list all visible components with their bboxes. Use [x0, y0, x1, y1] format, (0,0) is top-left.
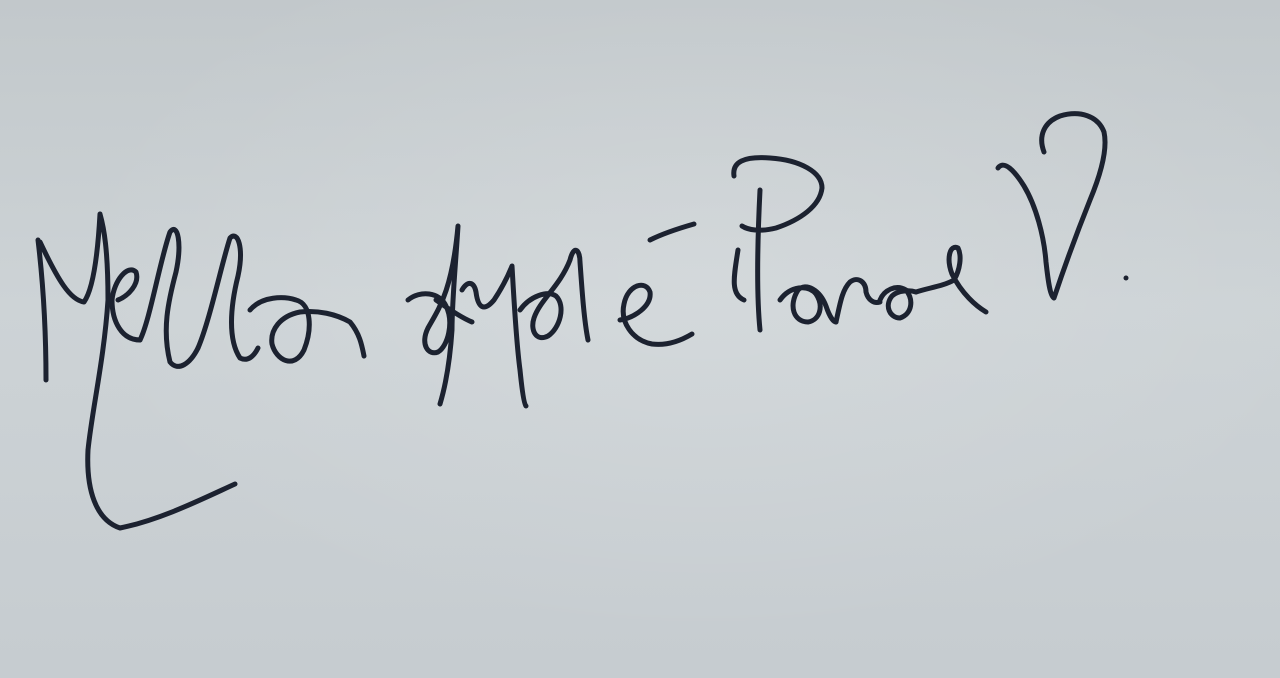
- letter-d: [520, 250, 588, 340]
- signature-period: [1124, 276, 1129, 281]
- letter-v: [998, 114, 1105, 298]
- letter-s: [916, 247, 986, 312]
- letter-e-accent: [620, 285, 692, 344]
- letter-y: [462, 266, 526, 406]
- letter-e: [112, 270, 140, 340]
- accent-mark: [650, 224, 694, 240]
- letter-l2: [198, 236, 258, 359]
- signature-ink: [38, 114, 1129, 528]
- letter-p: [734, 158, 822, 330]
- letter-a: [250, 298, 364, 361]
- letter-o: [880, 288, 916, 318]
- letter-a-capital: [408, 226, 472, 404]
- letter-l1: [140, 230, 198, 367]
- letter-m: [38, 214, 235, 528]
- letter-r: [836, 280, 880, 322]
- letter-a2: [734, 250, 836, 322]
